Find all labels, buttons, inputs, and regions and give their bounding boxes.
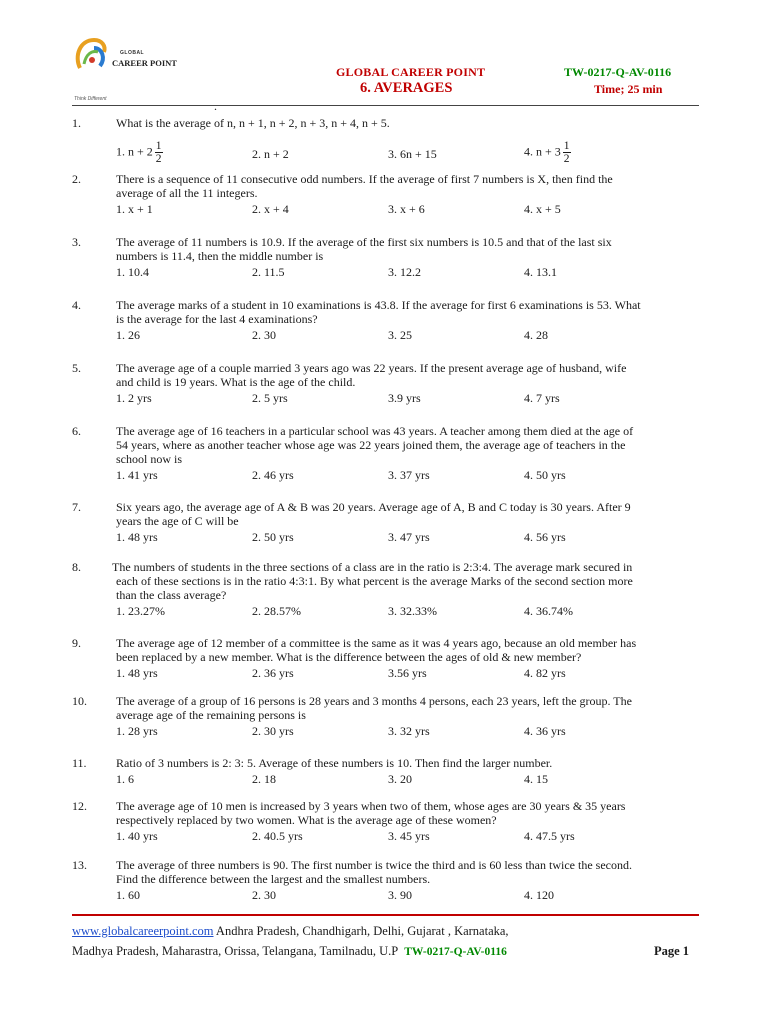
document-subtitle: 6. AVERAGES	[360, 80, 453, 96]
option-2: 2. 28.57%	[252, 604, 301, 618]
question-number: 5.	[72, 361, 81, 375]
question-line: average age of the remaining persons is	[116, 708, 306, 722]
footer-locations-1: Andhra Pradesh, Chandhigarh, Delhi, Gujarat , Karnataka,	[213, 924, 509, 938]
question-1	[72, 116, 712, 172]
option-3: 3. 20	[388, 772, 412, 786]
question-text	[116, 361, 694, 389]
question-line: and child is 19 years. What is the age of the child.	[116, 375, 356, 389]
option-2: 2. 30	[252, 888, 276, 902]
option-3: 3.56 yrs	[388, 666, 427, 680]
option-3: 3. 45 yrs	[388, 829, 430, 843]
option-3: 3. 37 yrs	[388, 468, 430, 482]
option-4: 4. 7 yrs	[524, 391, 560, 405]
option-1: 1. x + 1	[116, 202, 153, 216]
options-row	[116, 328, 676, 342]
options-row	[116, 829, 676, 843]
option-3: 3. 32 yrs	[388, 724, 430, 738]
question-line: The average of three numbers is 90. The first number is twice the third and is 60 less than twice the second.	[116, 858, 632, 872]
global-career-point-logo	[72, 34, 177, 102]
option-2: 2. 11.5	[252, 265, 285, 279]
question-text	[116, 172, 694, 200]
fraction: $\frac{1}{2}$	[155, 140, 162, 165]
question-text: What is the average of n, n + 1, n + 2, n + 3, n + 4, n + 5.	[116, 116, 390, 130]
option-4: 4. 120	[524, 888, 554, 902]
option-4: 4. 28	[524, 328, 548, 342]
fraction: $\frac{1}{2}$	[563, 140, 570, 165]
footer-divider	[72, 914, 699, 916]
option-1: 1. 60	[116, 888, 140, 902]
question-line: is the average for the last 4 examinations?	[116, 312, 318, 326]
option-4: 4. 36.74%	[524, 604, 573, 618]
question-number: 3.	[72, 235, 81, 249]
option-4: 4. 56 yrs	[524, 530, 566, 544]
option-2: 2. n + 2	[252, 147, 289, 161]
options-row	[116, 724, 676, 738]
option-1: 1. 23.27%	[116, 604, 165, 618]
option-3: 3.9 yrs	[388, 391, 421, 405]
option-4: 4. 50 yrs	[524, 468, 566, 482]
question-text	[116, 799, 694, 827]
option-2: 2. 36 yrs	[252, 666, 294, 680]
option-2: 2. 18	[252, 772, 276, 786]
question-line: There is a sequence of 11 consecutive odd numbers. If the average of first 7 numbers is X, then find the	[116, 172, 613, 186]
question-line: each of these sections is in the ratio 4:3:1. By what percent is the average Marks of the second section more	[116, 574, 633, 588]
options-row	[116, 604, 676, 618]
question-line: Six years ago, the average age of A & B was 20 years. Average age of A, B and C today is 30 years. After 9	[116, 500, 631, 514]
question-text	[116, 636, 694, 664]
option-2: 2. 5 yrs	[252, 391, 288, 405]
logo-mark-icon	[72, 34, 116, 78]
paper-code: TW-0217-Q-AV-0116	[564, 65, 672, 79]
option-1: 1. 41 yrs	[116, 468, 158, 482]
option-1: 1. 10.4	[116, 265, 149, 279]
option-1: 1. 26	[116, 328, 140, 342]
option-3: 3. x + 6	[388, 202, 425, 216]
option-2: 2. 46 yrs	[252, 468, 294, 482]
option-3: 3. 25	[388, 328, 412, 342]
option-1: 1. 40 yrs	[116, 829, 158, 843]
option-3: 3. 6n + 15	[388, 147, 437, 161]
option-1: 1. 6	[116, 772, 134, 786]
question-line: 54 years, where as another teacher whose age was 22 years joined them, the average age of teachers in the	[116, 438, 626, 452]
question-line: The average age of 12 member of a committee is the same as it was 4 years ago, because an old member has	[116, 636, 637, 650]
options-row	[116, 468, 676, 482]
question-line: The average marks of a student in 10 examinations is 43.8. If the average for first 6 examinations is 53. What	[116, 298, 641, 312]
option-4: 4. 13.1	[524, 265, 557, 279]
question-number: 10.	[72, 694, 87, 708]
footer-code: TW-0217-Q-AV-0116	[404, 946, 507, 958]
question-number: 13.	[72, 858, 87, 872]
option-1: 1. 2 yrs	[116, 391, 152, 405]
header-divider	[72, 105, 699, 106]
logo-tagline: Think Different	[74, 96, 107, 102]
options-row	[116, 530, 676, 544]
options-row	[116, 888, 676, 902]
question-line: The average age of a couple married 3 years ago was 22 years. If the present average age of husband, wife	[116, 361, 627, 375]
option-4: 4. 15	[524, 772, 548, 786]
footer-locations-2: Madhya Pradesh, Maharastra, Orissa, Telangana, Tamilnadu, U.P	[72, 944, 399, 958]
question-line: years the age of C will be	[116, 514, 239, 528]
option-4: 4. n + 3 $\frac{1}{2}$	[524, 140, 570, 165]
options-row	[116, 666, 676, 680]
option-1: 1. 28 yrs	[116, 724, 158, 738]
question-number: 6.	[72, 424, 81, 438]
question-line: The average of a group of 16 persons is 28 years and 3 months 4 persons, each 23 years, left the group. The	[116, 694, 632, 708]
website-link[interactable]: www.globalcareerpoint.com	[72, 924, 214, 938]
question-text	[112, 560, 690, 602]
option-1: 1. n + 2 $\frac{1}{2}$	[116, 140, 162, 165]
question-text	[116, 500, 694, 528]
option-3: 3. 12.2	[388, 265, 421, 279]
question-line: The average age of 10 men is increased by 3 years when two of them, whose ages are 30 years & 35 years	[116, 799, 626, 813]
question-number: 11.	[72, 756, 87, 770]
option-1: 1. 48 yrs	[116, 666, 158, 680]
question-line: school now is	[116, 452, 182, 466]
question-number: 4.	[72, 298, 81, 312]
option-3: 3. 32.33%	[388, 604, 437, 618]
question-line: numbers is 11.4, then the middle number is	[116, 249, 324, 263]
question-number: 8.	[72, 560, 81, 574]
question-number: 2.	[72, 172, 81, 186]
options-row	[116, 772, 676, 786]
question-text	[116, 694, 694, 722]
question-line: The numbers of students in the three sections of a class are in the ratio is 2:3:4. The average mark secured in	[112, 560, 633, 574]
logo-top-text: GLOBAL	[120, 50, 145, 56]
options-row	[116, 202, 676, 216]
logo-main-text: CAREER POINT	[112, 58, 177, 68]
question-line: average of all the 11 integers.	[116, 186, 258, 200]
options-row	[116, 142, 676, 172]
options-row	[116, 391, 676, 405]
question-number: 7.	[72, 500, 81, 514]
options-row	[116, 265, 676, 279]
option-4: 4. 36 yrs	[524, 724, 566, 738]
question-text	[116, 858, 694, 886]
option-2: 2. x + 4	[252, 202, 289, 216]
question-text	[116, 298, 694, 326]
option-2: 2. 30 yrs	[252, 724, 294, 738]
question-number: 12.	[72, 799, 87, 813]
option-4: 4. x + 5	[524, 202, 561, 216]
question-text	[116, 235, 694, 263]
option-3: 3. 90	[388, 888, 412, 902]
question-number: 1.	[72, 116, 81, 130]
question-text	[116, 424, 694, 466]
option-1: 1. 48 yrs	[116, 530, 158, 544]
footer-line-2	[72, 944, 507, 959]
option-2: 2. 30	[252, 328, 276, 342]
option-4: 4. 47.5 yrs	[524, 829, 575, 843]
option-3: 3. 47 yrs	[388, 530, 430, 544]
document-title: GLOBAL CAREER POINT	[336, 65, 486, 79]
question-line: Ratio of 3 numbers is 2: 3: 5. Average of these numbers is 10. Then find the larger number.	[116, 756, 553, 770]
time-limit: Time; 25 min	[594, 82, 663, 96]
option-4: 4. 82 yrs	[524, 666, 566, 680]
question-line: respectively replaced by two women. What is the average age of these women?	[116, 813, 497, 827]
question-text	[116, 756, 694, 770]
page-number: Page 1	[654, 944, 690, 958]
question-line: Find the difference between the largest and the smallest numbers.	[116, 872, 431, 886]
option-2: 2. 50 yrs	[252, 530, 294, 544]
question-line: The average age of 16 teachers in a particular school was 43 years. A teacher among them died at the age of	[116, 424, 634, 438]
footer-line-1	[72, 924, 509, 939]
stray-dot: .	[214, 99, 217, 113]
question-line: than the class average?	[116, 588, 227, 602]
question-number: 9.	[72, 636, 81, 650]
option-2: 2. 40.5 yrs	[252, 829, 303, 843]
question-line: been replaced by a new member. What is the difference between the ages of old & new member?	[116, 650, 582, 664]
question-line: The average of 11 numbers is 10.9. If the average of the first six numbers is 10.5 and that of the last six	[116, 235, 612, 249]
